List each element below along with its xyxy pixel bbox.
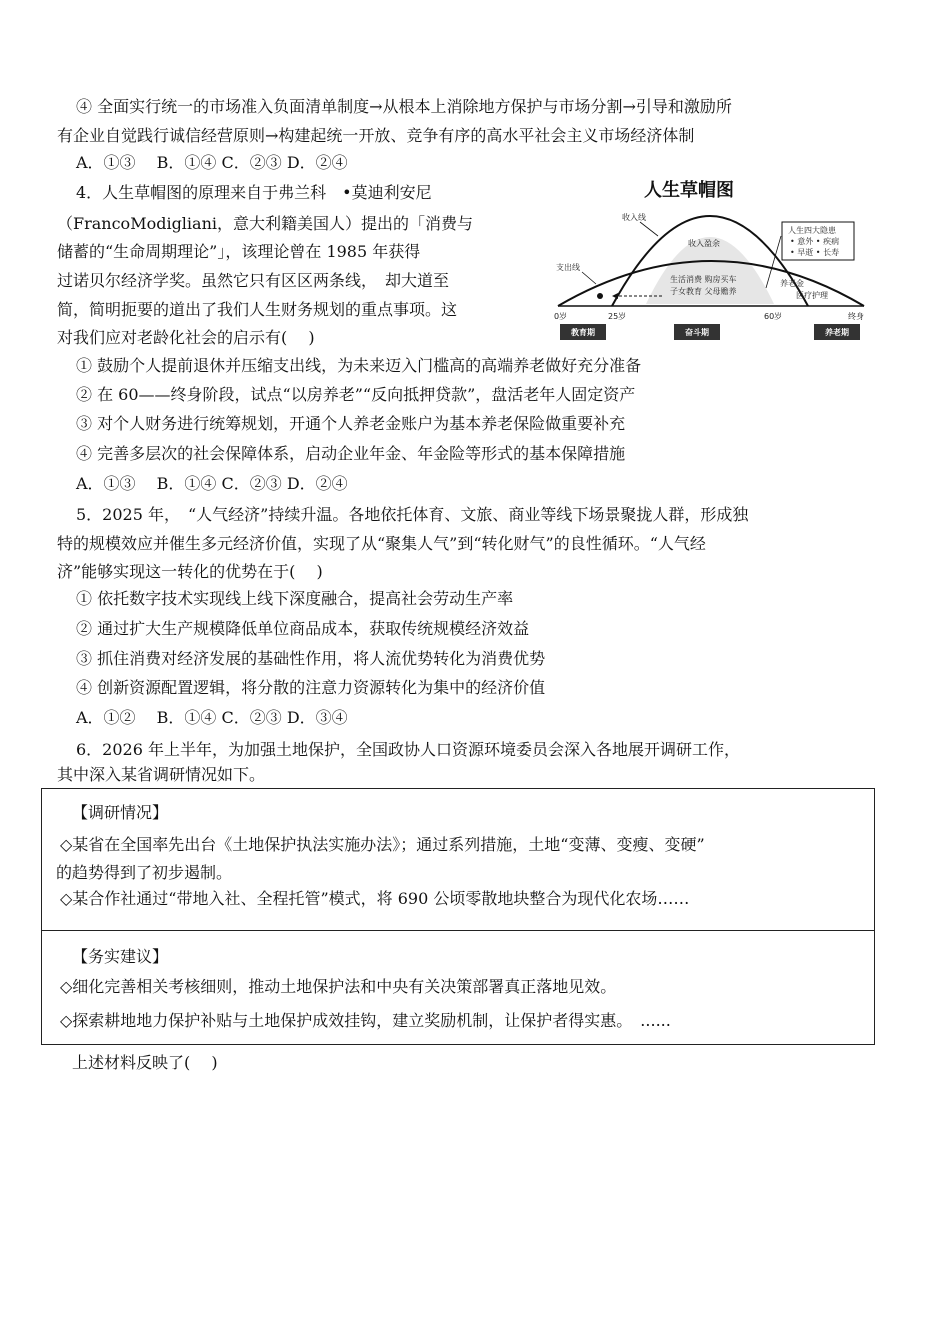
start-dot bbox=[597, 293, 603, 299]
q4-answers: A．①③ B．①④ C．②③ D．②④ bbox=[76, 474, 348, 493]
surplus-label: 收入盈余 bbox=[688, 239, 720, 248]
q4-stem-line5: 简，简明扼要的道出了我们人生财务规划的重点事项。这 bbox=[57, 300, 458, 319]
stage-education-label: 教育期 bbox=[571, 328, 595, 337]
risks-line1: • 意外 • 疾病 bbox=[790, 237, 840, 246]
q5-stem-line2: 特的规模效应并催生多元经济价值，实现了从“聚集人气”到“转化财气”的良性循环。“人气经 bbox=[57, 534, 706, 553]
q5-option-1: ① 依托数字技术实现线上线下深度融合，提高社会劳动生产率 bbox=[76, 589, 514, 608]
figure-title: 人生草帽图 bbox=[644, 180, 734, 201]
q4-option-1: ① 鼓励个人提前退休并压缩支出线，为未来迈入门槛高的高端养老做好充分准备 bbox=[76, 356, 642, 375]
q4-stem-line4: 过诺贝尔经济学奖。虽然它只有区区两条线， 却大道至 bbox=[57, 271, 450, 290]
q5-stem-line1: 5．2025 年， “人气经济”持续升温。各地依托体育、文旅、商业等线下场景聚拢人群，形成独 bbox=[76, 505, 749, 524]
life-straw-hat-figure bbox=[552, 176, 870, 344]
q5-option-2: ② 通过扩大生产规模降低单位商品成本，获取传统规模经济效益 bbox=[76, 619, 530, 638]
research-box-line1: ◇某省在全国率先出台《土地保护执法实施办法》；通过系列措施，土地“变薄、变瘦、变硬” bbox=[60, 835, 705, 854]
q5-option-4: ④ 创新资源配置逻辑，将分散的注意力资源转化为集中的经济价值 bbox=[76, 678, 546, 697]
age-end-label: 终身 bbox=[848, 312, 864, 321]
age-60-label: 60岁 bbox=[764, 312, 783, 321]
q5-answers: A．①② B．①④ C．②③ D．③④ bbox=[76, 708, 348, 727]
research-box-line2: 的趋势得到了初步遏制。 bbox=[56, 863, 233, 882]
q4-stem-line1: 4．人生草帽图的原理来自于弗兰科 •莫迪利安尼 bbox=[76, 183, 432, 202]
risks-line2: • 早逝 • 长寿 bbox=[790, 248, 840, 257]
stage-struggle-label: 奋斗期 bbox=[685, 328, 709, 337]
q4-stem-line2: （FrancoModigliani，意大利籍美国人）提出的「消费与 bbox=[57, 214, 474, 233]
q5-stem-line3: 济”能够实现这一转化的优势在于( ) bbox=[57, 562, 323, 581]
income-line-label: 收入线 bbox=[622, 213, 646, 222]
risks-title: 人生四大隐患 bbox=[788, 226, 836, 235]
q6-stem-line1: 6．2026 年上半年，为加强土地保护，全国政协人口资源环境委员会深入各地展开调研工作， bbox=[76, 740, 740, 759]
spend-line2: 子女教育 父母赡养 bbox=[670, 287, 737, 296]
stage-retirement-label: 养老期 bbox=[825, 328, 849, 337]
spend-line1: 生活消费 购房买车 bbox=[670, 275, 737, 284]
q3-option-4-line1: ④ 全面实行统一的市场准入负面清单制度→从根本上消除地方保护与市场分割→引导和激励所 bbox=[76, 97, 732, 116]
q4-stem-line6: 对我们应对老龄化社会的启示有( ) bbox=[57, 328, 315, 347]
research-box-title: 【调研情况】 bbox=[72, 803, 169, 822]
suggestion-box-line2: ◇探索耕地地力保护补贴与土地保护成效挂钩，建立奖励机制，让保护者得实惠。 ...... bbox=[60, 1011, 671, 1030]
q3-answers: A．①③ B．①④ C．②③ D．②④ bbox=[76, 153, 348, 172]
research-box-line3: ◇某合作社通过“带地入社、全程托管”模式，将 690 公顷零散地块整合为现代化农场…… bbox=[60, 889, 690, 908]
elder-line2: 医疗护理 bbox=[796, 291, 828, 300]
q3-option-4-line2: 有企业自觉践行诚信经营原则→构建起统一开放、竞争有序的高水平社会主义市场经济体制 bbox=[57, 126, 695, 145]
suggestion-box-line1: ◇细化完善相关考核细则，推动土地保护法和中央有关决策部署真正落地见效。 bbox=[60, 977, 617, 996]
age-0-label: 0岁 bbox=[554, 312, 568, 321]
straw-hat-diagram bbox=[552, 176, 870, 344]
expense-line-label: 支出线 bbox=[556, 263, 580, 272]
q5-option-3: ③ 抓住消费对经济发展的基础性作用，将人流优势转化为消费优势 bbox=[76, 649, 546, 668]
q6-stem-line2: 其中深入某省调研情况如下。 bbox=[57, 765, 266, 784]
q4-stem-line3: 储蓄的“生命周期理论”」，该理论曾在 1985 年获得 bbox=[57, 242, 421, 261]
elder-line1: 养老金 bbox=[780, 279, 804, 288]
q4-option-2: ② 在 60——终身阶段，试点“以房养老”“反向抵押贷款”，盘活老年人固定资产 bbox=[76, 385, 636, 404]
age-25-label: 25岁 bbox=[608, 312, 627, 321]
suggestion-box-title: 【务实建议】 bbox=[72, 947, 169, 966]
q4-option-4: ④ 完善多层次的社会保障体系，启动企业年金、年金险等形式的基本保障措施 bbox=[76, 444, 626, 463]
q4-option-3: ③ 对个人财务进行统筹规划，开通个人养老金账户为基本养老保险做重要补充 bbox=[76, 414, 626, 433]
q6-question: 上述材料反映了( ) bbox=[72, 1053, 218, 1072]
